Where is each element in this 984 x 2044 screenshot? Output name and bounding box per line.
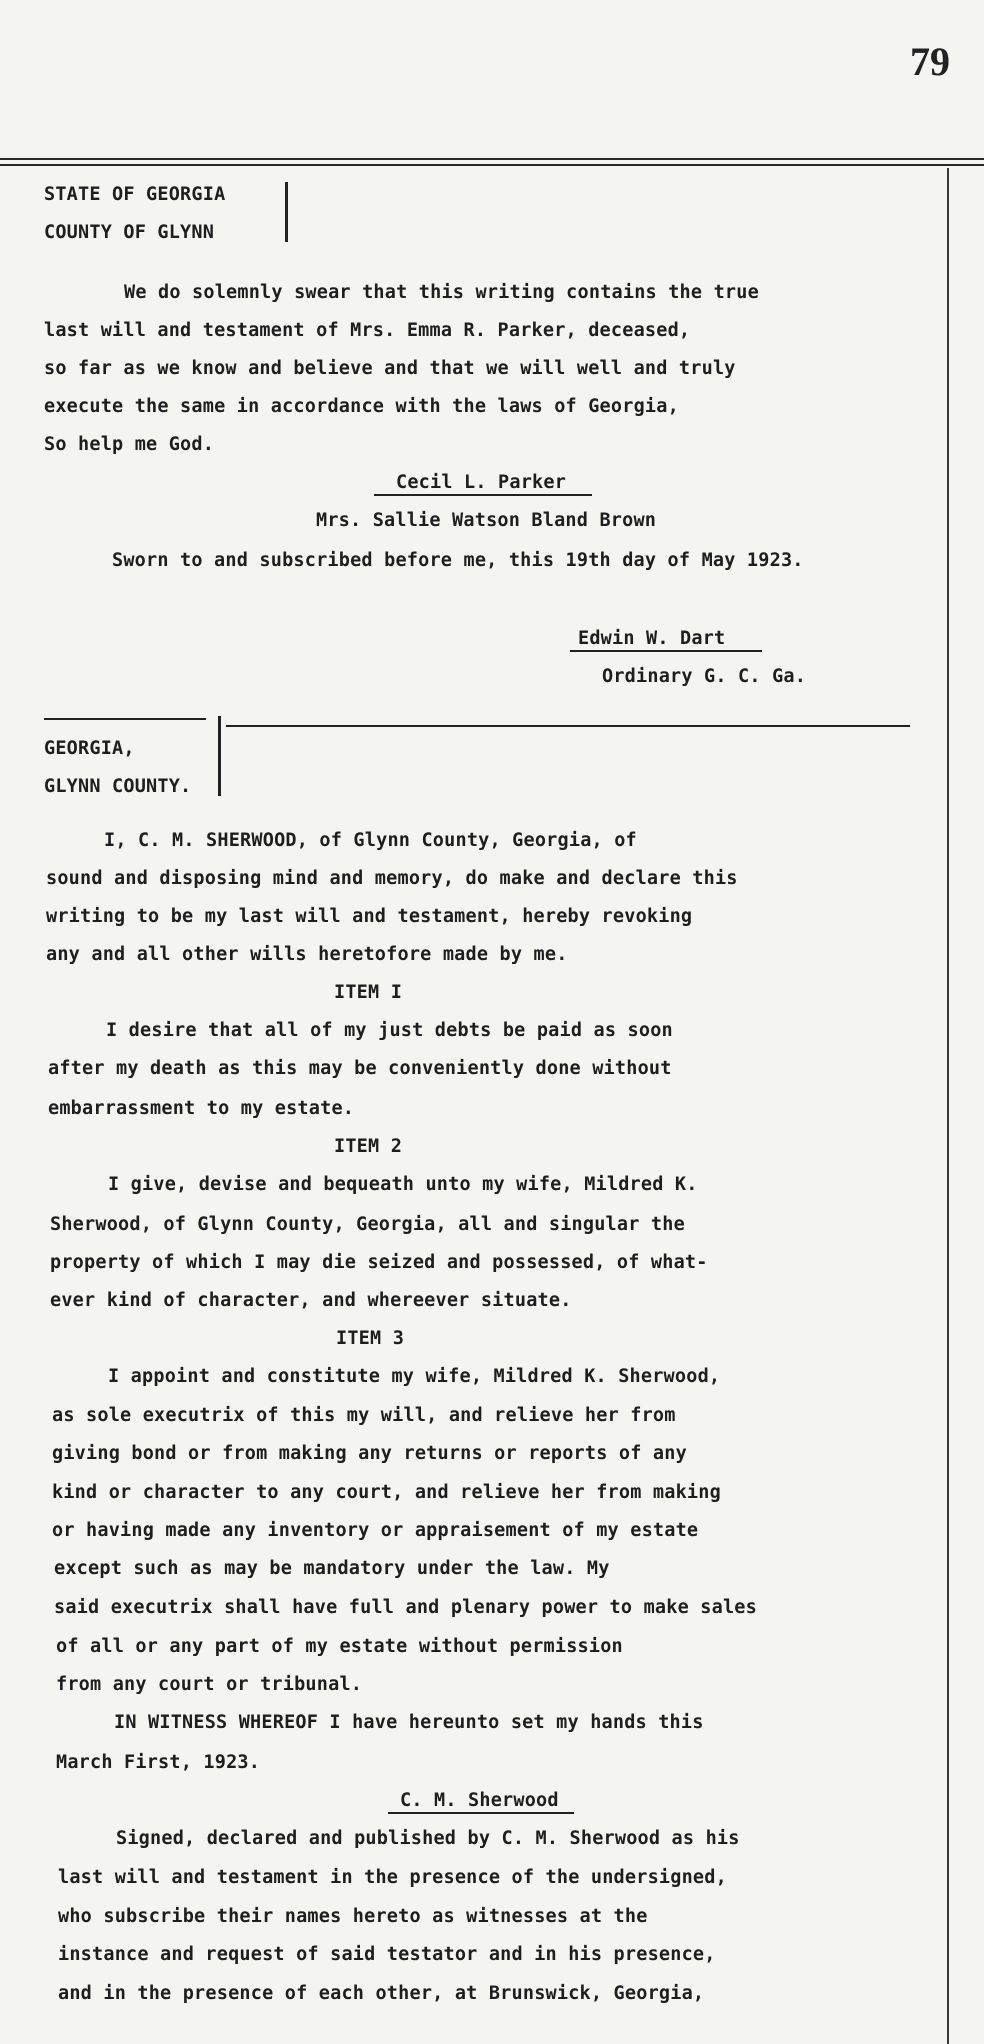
oath-heading-county: COUNTY OF GLYNN	[44, 222, 215, 243]
section-divider-left	[44, 718, 206, 720]
item-3-line: except such as may be mandatory under the law. My	[54, 1558, 610, 1579]
attestation-line: last will and testament in the presence of the undersigned,	[58, 1867, 727, 1888]
item-1-line: after my death as this may be conveniently done without	[48, 1058, 672, 1079]
ordinary-title: Ordinary G. C. Ga.	[602, 666, 807, 687]
item-3-line: or having made any inventory or appraisement of my estate	[52, 1520, 699, 1541]
item-3-line: from any court or tribunal.	[56, 1674, 363, 1695]
will-heading-brace	[218, 716, 221, 796]
item-3-line: as sole executrix of this my will, and relieve her from	[52, 1405, 676, 1426]
page-number: 79	[910, 39, 950, 84]
oath-line: So help me God.	[44, 434, 215, 455]
oath-sworn-line: Sworn to and subscribed before me, this 19th day of May 1923.	[112, 550, 804, 571]
item-3-line: kind or character to any court, and relieve her from making	[52, 1482, 721, 1503]
attestation-line: and in the presence of each other, at Brunswick, Georgia,	[58, 1983, 705, 2004]
attestation-line: instance and request of said testator and in his presence,	[58, 1944, 716, 1965]
will-intro-line: I, C. M. SHERWOOD, of Glynn County, Georgia, of	[104, 830, 637, 851]
item-1-title: ITEM I	[334, 982, 403, 1003]
oath-heading-state: STATE OF GEORGIA	[44, 184, 226, 205]
oath-line: last will and testament of Mrs. Emma R. Parker, deceased,	[44, 320, 691, 341]
item-3-line: said executrix shall have full and plenary power to make sales	[54, 1597, 757, 1618]
item-2-line: Sherwood, of Glynn County, Georgia, all and singular the	[50, 1214, 685, 1235]
will-intro-line: writing to be my last will and testament, hereby revoking	[46, 906, 693, 927]
item-1-line: embarrassment to my estate.	[48, 1098, 355, 1119]
oath-signer-1-rule	[374, 494, 592, 496]
item-3-line: giving bond or from making any returns or reports of any	[52, 1443, 687, 1464]
ordinary-signature: Edwin W. Dart	[578, 628, 726, 649]
oath-line: We do solemnly swear that this writing contains the true	[124, 282, 759, 303]
section-divider-right	[226, 725, 910, 727]
witness-line: March First, 1923.	[56, 1752, 261, 1773]
item-2-title: ITEM 2	[334, 1136, 403, 1157]
top-border-rule	[0, 158, 984, 160]
oath-line: execute the same in accordance with the laws of Georgia,	[44, 396, 679, 417]
will-intro-line: any and all other wills heretofore made by me.	[46, 944, 568, 965]
witness-line: IN WITNESS WHEREOF I have hereunto set my hands this	[114, 1712, 704, 1733]
testator-signature: C. M. Sherwood	[400, 1790, 559, 1811]
item-1-line: I desire that all of my just debts be paid as soon	[106, 1020, 673, 1041]
ordinary-signature-rule	[570, 650, 762, 652]
oath-signer-1: Cecil L. Parker	[396, 472, 567, 493]
attestation-line: who subscribe their names hereto as witnesses at the	[58, 1906, 648, 1927]
oath-heading-brace	[285, 182, 288, 242]
item-3-line: I appoint and constitute my wife, Mildred K. Sherwood,	[108, 1366, 721, 1387]
item-2-line: property of which I may die seized and possessed, of what-	[50, 1252, 708, 1273]
right-margin-rule	[947, 168, 949, 2044]
will-heading-state: GEORGIA,	[44, 738, 135, 759]
item-3-line: of all or any part of my estate without permission	[56, 1636, 623, 1657]
item-2-line: I give, devise and bequeath unto my wife, Mildred K.	[108, 1174, 698, 1195]
oath-signer-2: Mrs. Sallie Watson Bland Brown	[316, 510, 657, 531]
oath-line: so far as we know and believe and that we will well and truly	[44, 358, 736, 379]
will-intro-line: sound and disposing mind and memory, do make and declare this	[46, 868, 738, 889]
attestation-line: Signed, declared and published by C. M. Sherwood as his	[116, 1828, 740, 1849]
item-2-line: ever kind of character, and whereever situate.	[50, 1290, 572, 1311]
top-border-rule-2	[0, 164, 984, 166]
will-heading-county: GLYNN COUNTY.	[44, 776, 192, 797]
testator-signature-rule	[388, 1812, 574, 1814]
item-3-title: ITEM 3	[336, 1328, 405, 1349]
